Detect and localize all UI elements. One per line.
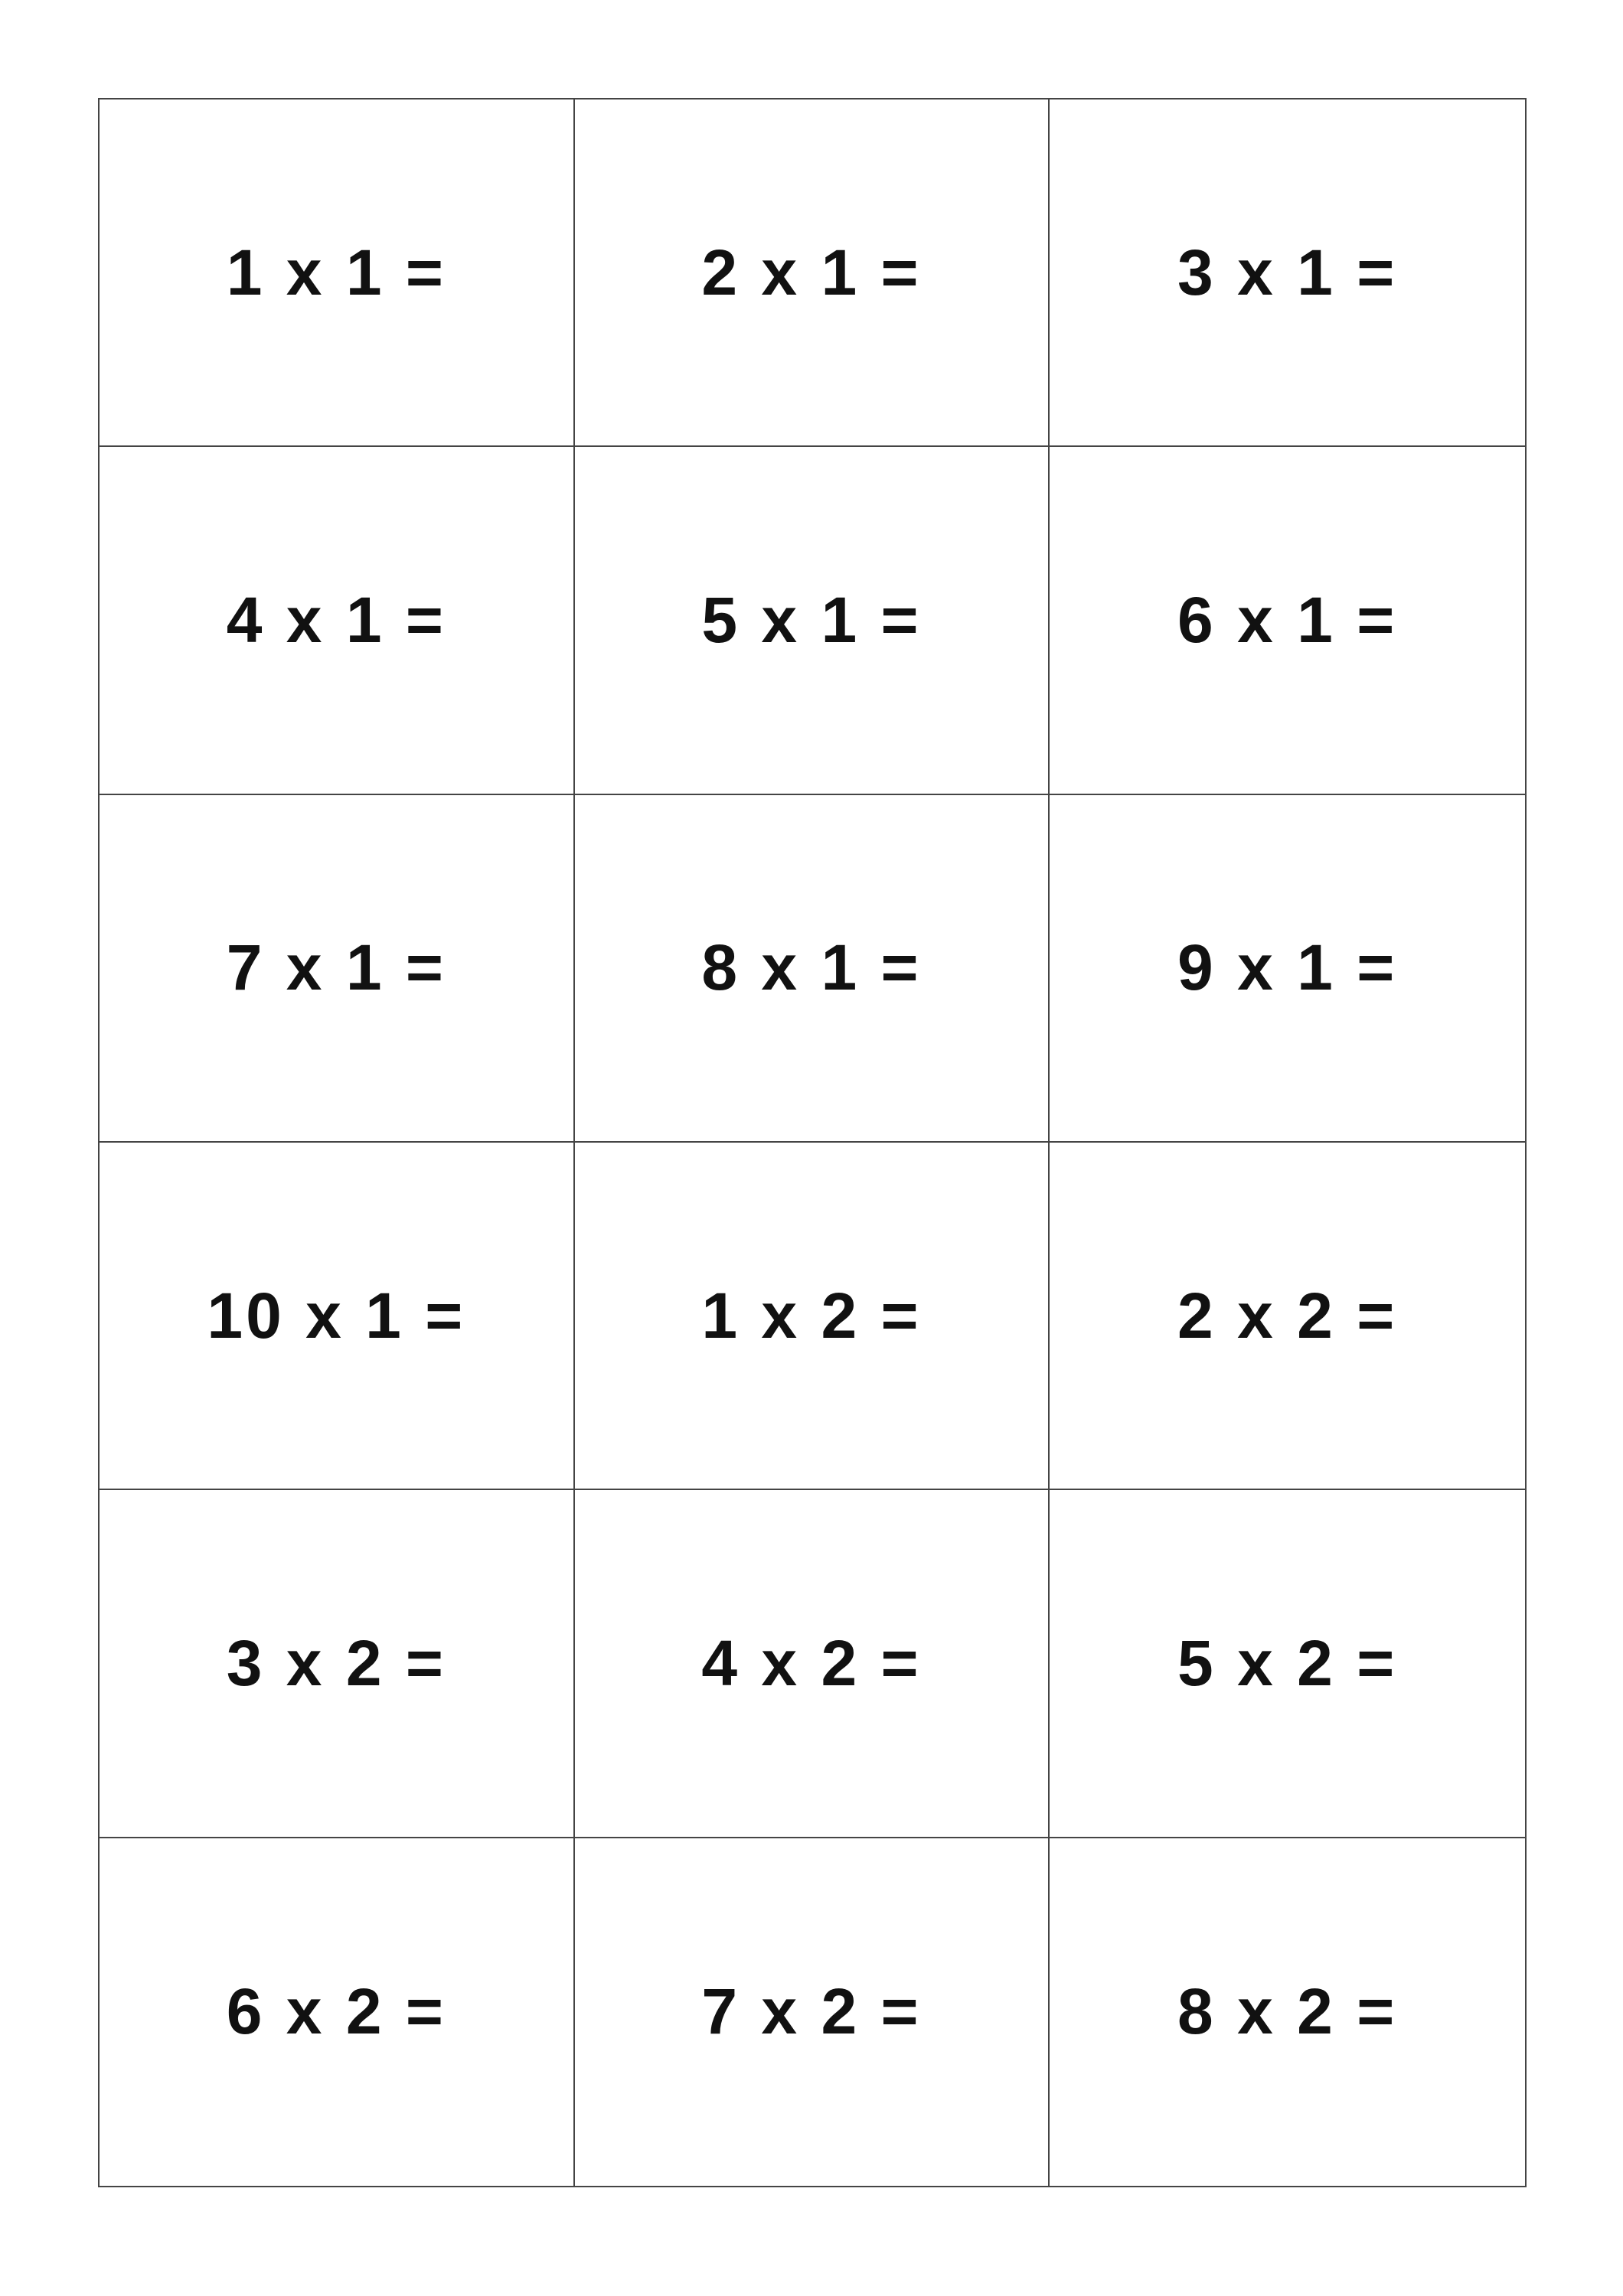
flashcard <box>575 795 1050 1143</box>
flashcard <box>100 1838 575 2186</box>
flashcard <box>1050 795 1525 1143</box>
flashcard-text: 5 x 1 = <box>701 583 922 656</box>
flashcard-text: 7 x 1 = <box>226 931 446 1004</box>
flashcard <box>575 1490 1050 1838</box>
flashcard-text: 8 x 1 = <box>701 931 922 1004</box>
flashcard-text: 6 x 1 = <box>1177 583 1398 656</box>
flashcard <box>100 1490 575 1838</box>
flashcard <box>575 1838 1050 2186</box>
flashcard <box>100 1143 575 1490</box>
flashcard <box>575 99 1050 447</box>
flashcard-text: 10 x 1 = <box>207 1279 466 1352</box>
flashcard <box>1050 1838 1525 2186</box>
flashcard <box>100 795 575 1143</box>
flashcard <box>1050 1490 1525 1838</box>
flashcard-text: 4 x 1 = <box>226 583 446 656</box>
flashcard-grid <box>98 98 1527 2187</box>
flashcard <box>1050 99 1525 447</box>
flashcard <box>575 447 1050 794</box>
flashcard-text: 6 x 2 = <box>226 1975 446 2048</box>
flashcard-text: 2 x 1 = <box>701 236 922 308</box>
flashcard <box>100 447 575 794</box>
flashcard-text: 1 x 2 = <box>701 1279 922 1352</box>
flashcard-text: 3 x 2 = <box>226 1626 446 1699</box>
flashcard-text: 4 x 2 = <box>701 1626 922 1699</box>
flashcard-text: 8 x 2 = <box>1177 1975 1398 2048</box>
flashcard-text: 1 x 1 = <box>226 236 446 308</box>
flashcard-text: 9 x 1 = <box>1177 931 1398 1004</box>
flashcard-text: 7 x 2 = <box>701 1975 922 2048</box>
flashcard <box>1050 1143 1525 1490</box>
flashcard-text: 3 x 1 = <box>1177 236 1398 308</box>
flashcard-text: 5 x 2 = <box>1177 1626 1398 1699</box>
flashcard <box>100 99 575 447</box>
flashcard <box>575 1143 1050 1490</box>
flashcard-text: 2 x 2 = <box>1177 1279 1398 1352</box>
flashcard <box>1050 447 1525 794</box>
